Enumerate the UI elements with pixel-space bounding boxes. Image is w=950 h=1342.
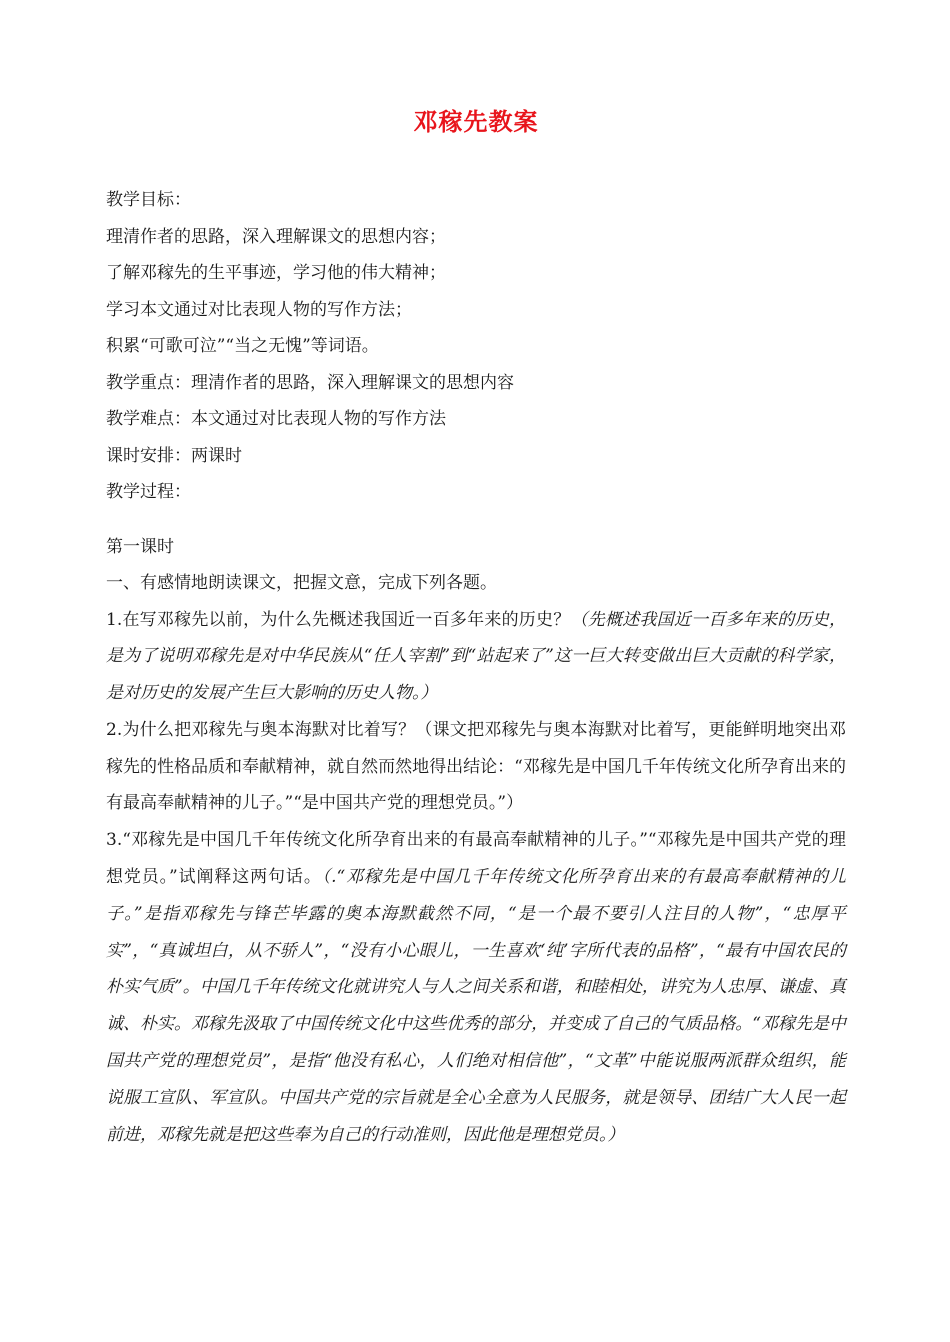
spacer [106,511,846,529]
document-page [106,104,846,1153]
objectives-heading: 教学目标： [106,190,191,210]
question-2 [106,712,846,822]
section-one-heading: 一、有感情地朗读课文，把握文意，完成下列各题。 [106,573,497,593]
objective-3: 学习本文通过对比表现人物的写作方法； [106,299,412,320]
class-schedule: 课时安排：两课时 [106,445,242,466]
teaching-process-heading: 教学过程： [106,482,191,502]
question-1-text: 1.在写邓稼先以前，为什么先概述我国近一百多年来的历史？ [106,609,571,630]
objective-1: 理清作者的思路，深入理解课文的思想内容； [106,226,446,247]
question-3-answer: （.“邓稼先是中国几千年传统文化所孕育出来的有最高奉献精神的儿子。”是指邓稼先与锋芒毕露的奥本海默截然不同，“是一个最不要引人注目的人物”，“忠厚平实”，“真诚坦白，从不骄人”，“没有小心眼儿，一生喜欢‘纯’字所代表的品格”，“最有中国农民的朴实气质”。中国几千年传统文化就讲究人与人之间关系和谐，和睦相处，讲究为人忠厚、谦虚、真诚、朴实。邓稼先汲取了中国传统文化中这些优秀的部分，并变成了自己的气质品格。“邓稼先是中国共产党的理想党员”，是指“他没有私心，人们绝对相信他”，“文革”中能说服两派群众组织，能说服工宣队、军宣队。中国共产党的宗旨就是全心全意为人民服务，就是领导、团结广大人民一起前进，邓稼先就是把这些奉为自己的行动准则，因此他是理想党员。） [106,867,846,1145]
question-3-text: 3.“邓稼先是中国几千年传统文化所孕育出来的有最高奉献精神的儿子。”“邓稼先是中国共产党的理想党员。”试阐释这两句话。 [106,830,846,888]
question-2-text: 2.为什么把邓稼先与奥本海默对比着写？ [106,719,416,740]
teaching-difficulty: 教学难点：本文通过对比表现人物的写作方法 [106,409,446,429]
lesson-label: 第一课时 [106,536,174,557]
document-title: 邓稼先教案 [413,107,539,136]
question-2-answer: （课文把邓稼先与奥本海默对比着写，更能鲜明地突出邓稼先的性格品质和奉献精神，就自然而然地得出结论：“邓稼先是中国几千年传统文化所孕育出来的有最高奉献精神的儿子。”“是中国共产党的理想党员。”） [106,719,846,814]
question-1 [106,602,846,712]
objective-2: 了解邓稼先的生平事迹，学习他的伟大精神； [106,263,446,283]
teaching-focus: 教学重点：理清作者的思路，深入理解课文的思想内容 [106,372,514,393]
question-3 [106,822,846,1153]
objective-4: 积累“可歌可泣”“当之无愧”等词语。 [106,336,379,356]
question-1-answer: （先概述我国近一百多年来的历史，是为了说明邓稼先是对中华民族从“任人宰割”到“站起来了”这一巨大转变做出巨大贡献的科学家，是对历史的发展产生巨大影响的历史人物。） [106,609,847,704]
